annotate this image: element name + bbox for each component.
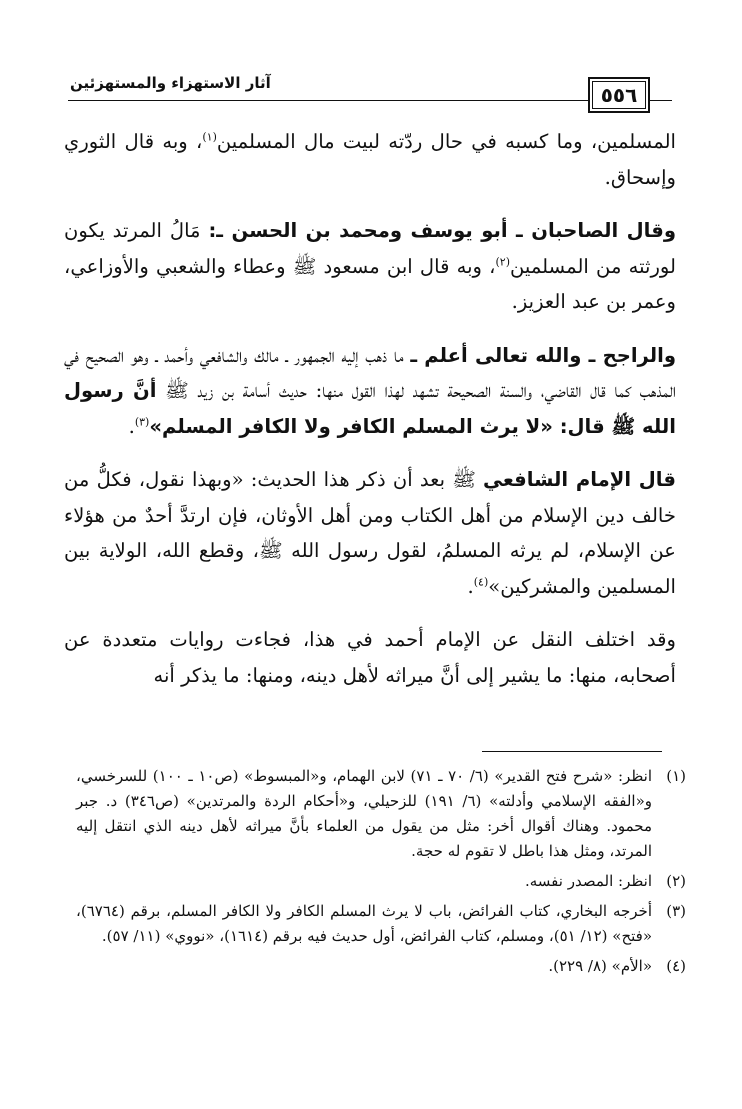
footnote-ref-4[interactable]: (٤)	[473, 574, 489, 588]
page-number: ٥٥٦	[600, 83, 638, 107]
paragraph-1: المسلمين، وما كسبه في حال ردّته لبيت مال المسلمين$^{(١)}$، وبه قال الثوري وإسحاق.	[64, 130, 677, 189]
footnote-ref-2[interactable]: (٢)	[495, 254, 511, 268]
footnote-1: (١) انظر: «شرح فتح القدير» (٦/ ٧٠ ـ ٧١) لابن الهمام، و«المبسوط» (ص١٠ ـ ١٠٠) للسرخسي، و«الفقه الإسلامي وأدلته» (٦/ ١٩١) للزحيلي، و«أحكام الردة والمرتدين» (ص٣٤٦) د. جبر محمود. وهناك أقوال أخر: مثل من يقول من العلماء بأنَّ ميراثه لأهل دينه الذي انتقل إليه المرتد، ومثل هذا باطل لا تقوم له حجة.	[76, 767, 686, 860]
footnotes	[76, 764, 686, 984]
page-number-frame	[592, 81, 646, 109]
footnote-4: (٤) «الأم» (٨/ ٢٢٩).	[548, 957, 686, 975]
header-dash	[650, 100, 672, 101]
footnote-separator	[482, 751, 662, 752]
footnote-2: (٢) انظر: المصدر نفسه.	[524, 872, 686, 890]
footnote-3: (٣) أخرجه البخاري، كتاب الفرائض، باب لا يرث المسلم الكافر ولا الكافر المسلم، برقم (٦٧٦٤)، «فتح» (١٢/ ٥١)، ومسلم، كتاب الفرائض، أول حديث فيه برقم (١٦١٤)، «نووي» (١١/ ٥٧).	[76, 902, 686, 945]
paragraph-2: وقال الصاحبان ـ أبو يوسف ومحمد بن الحسن ـ: مَالُ المرتد يكون لورثته من المسلمين$^{(٢)}$، وبه قال ابن مسعود ﷺ وعطاء والشعبي والأوزاعي، وعمر بن عبد العزيز.	[64, 219, 677, 313]
header-rule	[68, 100, 588, 101]
paragraph-4: قال الإمام الشافعي ﷺ بعد أن ذكر هذا الحديث: «وبهذا نقول، فكلُّ من خالف دين الإسلام من أهل الكتاب ومن أهل الأوثان، فإن ارتدَّ أحدٌ من هؤلاء عن الإسلام، لم يرثه المسلمُ، لقول رسول الله ﷺ، وقطع الله، الولاية بين المسلمين والمشركين»$^{(٤)}$.	[64, 468, 676, 598]
footnote-ref-1[interactable]: (١)	[202, 130, 217, 144]
footnote-ref-3[interactable]: (٣)	[134, 414, 150, 428]
running-title: آثار الاستهزاء والمستهزئين	[70, 74, 271, 92]
main-text	[64, 124, 676, 711]
paragraph-5: وقد اختلف النقل عن الإمام أحمد في هذا، فجاءت روايات متعددة عن أصحابه، منها: ما يشير إلى أنَّ ميراثه لأهل دينه، ومنها: ما يذكر أنه	[64, 628, 676, 687]
paragraph-3: والراجح ـ والله تعالى أعلم ـ ما ذهب إليه الجمهور ـ مالك والشافعي وأحمد ـ وهو الصحيح في المذهب كما قال القاضي، والسنة الصحيحة تشهد لهذا القول منها: حديث أسامة بن زيد ﷺ أنَّ رسول الله ﷺ قال: «لا يرث المسلم الكافر ولا الكافر المسلم»$^{(٣)}$.	[64, 343, 676, 438]
hadith-quote: أنَّ رسول الله ﷺ قال: «لا يرث المسلم الكافر ولا الكافر المسلم»	[64, 379, 676, 438]
